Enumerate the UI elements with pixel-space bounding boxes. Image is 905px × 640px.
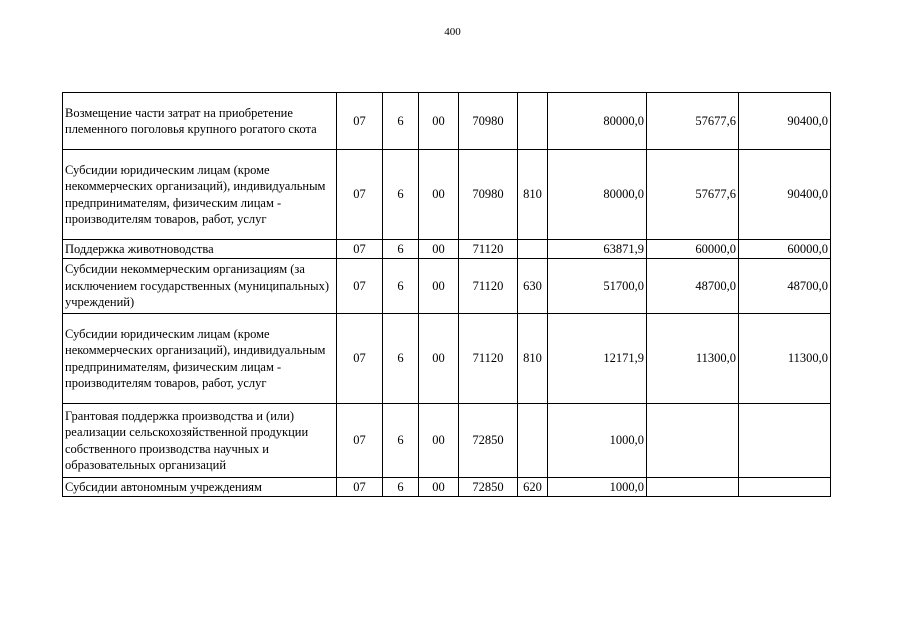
direction-code: 71120 [459,314,518,404]
amount-3 [739,478,831,497]
table-row [63,240,831,259]
amount-3 [739,404,831,478]
amount-3: 90400,0 [739,93,831,150]
section-code: 07 [337,314,383,404]
direction-code: 71120 [459,240,518,259]
subprogram-code: 00 [419,314,459,404]
direction-code: 72850 [459,478,518,497]
direction-code: 71120 [459,259,518,314]
amount-3: 60000,0 [739,240,831,259]
amount-2: 60000,0 [647,240,739,259]
table-row [63,314,831,404]
direction-code: 70980 [459,93,518,150]
program-code: 6 [383,314,419,404]
amount-1: 1000,0 [548,478,647,497]
expense-type-code [518,240,548,259]
row-name: Поддержка животноводства [63,240,337,259]
amount-3: 48700,0 [739,259,831,314]
amount-2: 57677,6 [647,150,739,240]
amount-3: 90400,0 [739,150,831,240]
table-row [63,478,831,497]
row-name: Субсидии автономным учреждениям [63,478,337,497]
table-row [63,404,831,478]
subprogram-code: 00 [419,240,459,259]
page-number: 400 [444,26,461,38]
program-code: 6 [383,93,419,150]
expense-type-code: 630 [518,259,548,314]
amount-2: 48700,0 [647,259,739,314]
expense-type-code: 810 [518,314,548,404]
subprogram-code: 00 [419,259,459,314]
amount-1: 1000,0 [548,404,647,478]
row-name: Субсидии юридическим лицам (кроме некоммерческих организаций), индивидуальным предпринимателям, физическим лицам - производителям товаров, работ, услуг [63,314,337,404]
program-code: 6 [383,150,419,240]
row-name: Возмещение части затрат на приобретение племенного поголовья крупного рогатого скота [63,93,337,150]
amount-2: 11300,0 [647,314,739,404]
budget-table [62,92,831,497]
table-row [63,93,831,150]
program-code: 6 [383,404,419,478]
table-row [63,150,831,240]
expense-type-code: 810 [518,150,548,240]
subprogram-code: 00 [419,478,459,497]
subprogram-code: 00 [419,150,459,240]
section-code: 07 [337,478,383,497]
amount-3: 11300,0 [739,314,831,404]
section-code: 07 [337,240,383,259]
amount-1: 51700,0 [548,259,647,314]
section-code: 07 [337,404,383,478]
amount-2 [647,478,739,497]
amount-2 [647,404,739,478]
program-code: 6 [383,259,419,314]
subprogram-code: 00 [419,404,459,478]
section-code: 07 [337,93,383,150]
amount-1: 63871,9 [548,240,647,259]
amount-1: 80000,0 [548,93,647,150]
row-name: Субсидии юридическим лицам (кроме некоммерческих организаций), индивидуальным предпринимателям, физическим лицам - производителям товаров, работ, услуг [63,150,337,240]
direction-code: 70980 [459,150,518,240]
table-row [63,259,831,314]
expense-type-code [518,404,548,478]
direction-code: 72850 [459,404,518,478]
expense-type-code [518,93,548,150]
expense-type-code: 620 [518,478,548,497]
row-name: Грантовая поддержка производства и (или) реализации сельскохозяйственной продукции собственного производства научных и образовательных организаций [63,404,337,478]
program-code: 6 [383,240,419,259]
section-code: 07 [337,150,383,240]
amount-2: 57677,6 [647,93,739,150]
program-code: 6 [383,478,419,497]
section-code: 07 [337,259,383,314]
subprogram-code: 00 [419,93,459,150]
amount-1: 80000,0 [548,150,647,240]
row-name: Субсидии некоммерческим организациям (за исключением государственных (муниципальных) учреждений) [63,259,337,314]
amount-1: 12171,9 [548,314,647,404]
